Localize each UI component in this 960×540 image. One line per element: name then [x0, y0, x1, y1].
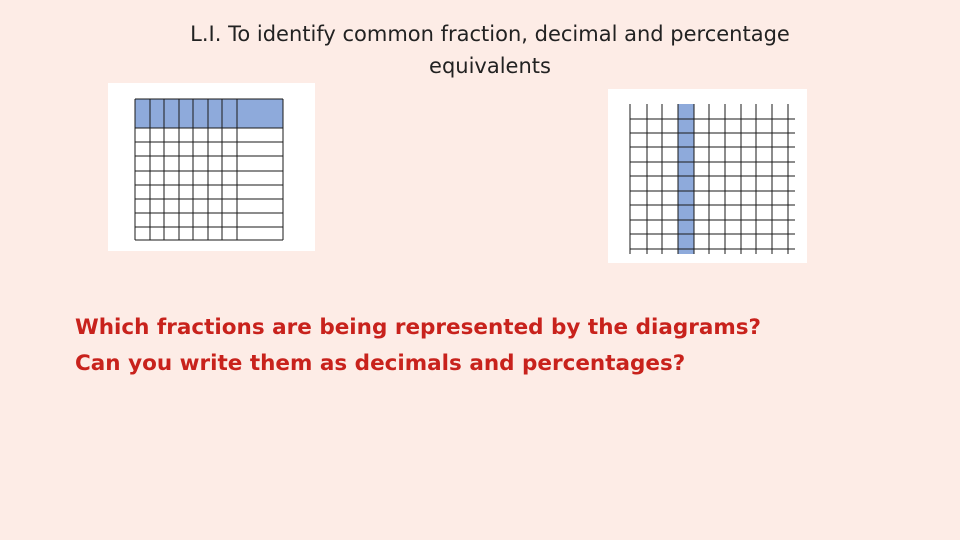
- hundred-grid-right-svg: [608, 89, 807, 263]
- title-line-2: equivalents: [429, 54, 551, 78]
- question-line-1: Which fractions are being represented by the diagrams?: [75, 315, 762, 340]
- shaded-column: [678, 104, 694, 254]
- question-text: [75, 310, 895, 382]
- hundred-grid-right: [608, 89, 807, 263]
- title-line-1: L.I. To identify common fraction, decimal and percentage: [190, 22, 790, 46]
- learning-intention-title: [130, 18, 850, 82]
- shaded-top-row: [135, 99, 283, 128]
- hundred-grid-left: [108, 83, 315, 251]
- hundred-grid-left-svg: [108, 83, 315, 251]
- question-line-2: Can you write them as decimals and percentages?: [75, 351, 686, 376]
